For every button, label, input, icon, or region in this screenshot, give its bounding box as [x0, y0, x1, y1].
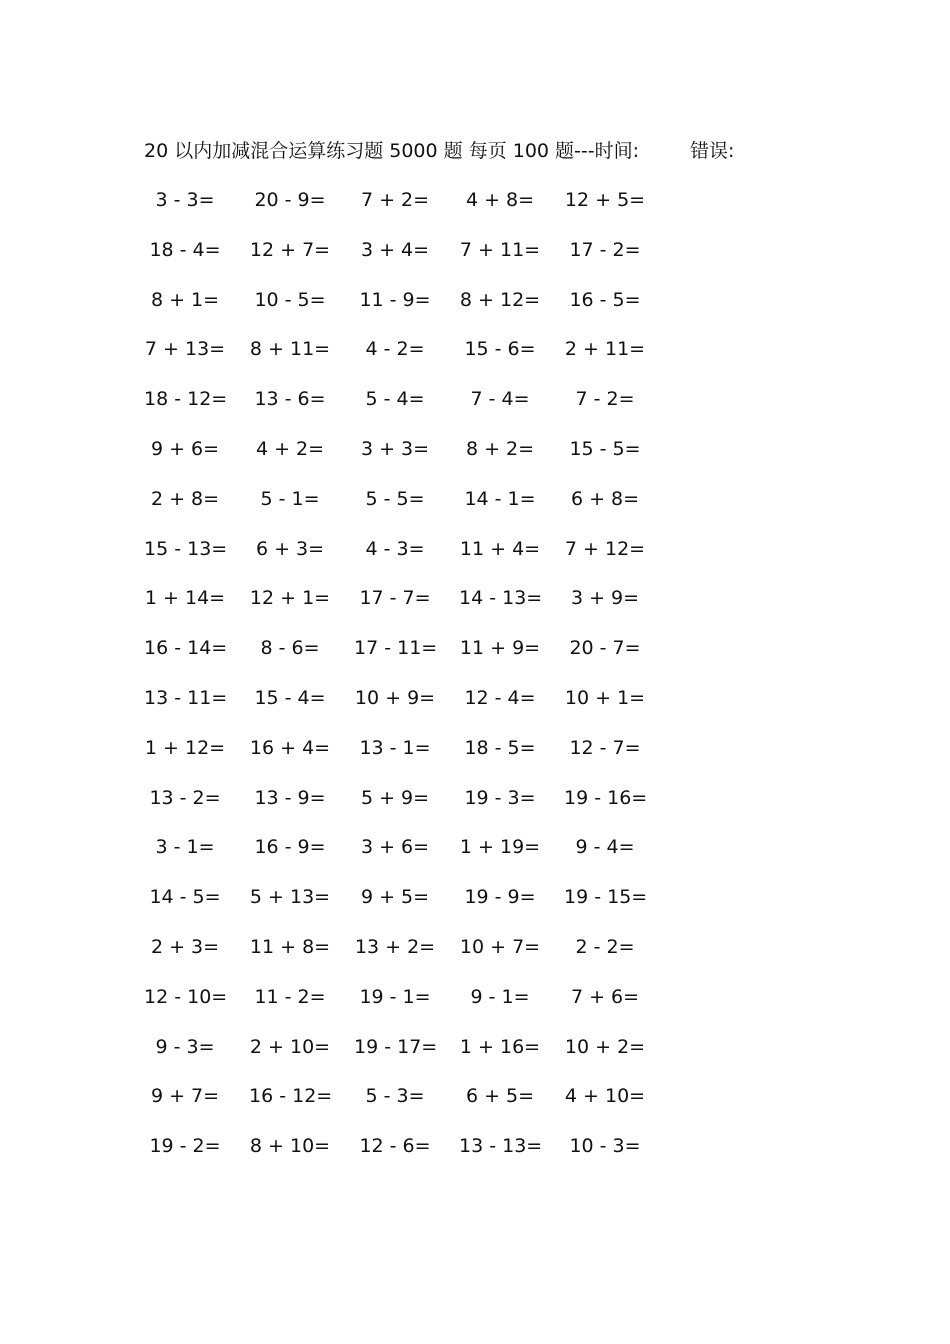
problem-cell: 13 - 9= — [254, 786, 326, 809]
problem-cell: 1 + 16= — [459, 1035, 541, 1058]
problem-cell: 11 + 9= — [459, 637, 541, 660]
problem-row — [144, 882, 664, 932]
problem-cell: 19 - 1= — [359, 985, 431, 1008]
problem-row — [144, 235, 664, 285]
problem-cell: 16 - 12= — [249, 1085, 333, 1108]
problem-cell: 16 - 14= — [144, 637, 228, 660]
problem-cell: 13 - 6= — [254, 388, 326, 411]
problem-grid — [144, 185, 664, 1181]
problem-cell: 14 - 1= — [464, 487, 536, 510]
problem-cell: 15 - 13= — [144, 537, 228, 560]
problem-cell: 5 - 1= — [260, 487, 320, 510]
problem-row — [144, 434, 664, 484]
problem-cell: 3 + 4= — [360, 238, 430, 261]
problem-cell: 2 + 8= — [150, 487, 220, 510]
problem-row — [144, 1081, 664, 1131]
problem-cell: 6 + 3= — [255, 537, 325, 560]
problem-cell: 7 + 2= — [360, 189, 430, 211]
problem-cell: 8 + 1= — [150, 288, 220, 311]
problem-cell: 7 - 2= — [575, 388, 635, 411]
problem-cell: 15 - 4= — [254, 686, 326, 709]
problem-cell: 17 - 7= — [359, 587, 431, 610]
problem-cell: 1 + 14= — [144, 587, 226, 610]
problem-row — [144, 1032, 664, 1082]
problem-cell: 5 - 4= — [365, 388, 425, 411]
problem-cell: 19 - 2= — [149, 1135, 221, 1158]
problem-cell: 6 + 5= — [465, 1085, 535, 1108]
problem-cell: 18 - 5= — [464, 736, 536, 759]
problem-cell: 8 - 6= — [260, 637, 320, 660]
problem-cell: 12 - 7= — [569, 736, 641, 759]
problem-cell: 13 - 2= — [149, 786, 221, 809]
problem-cell: 2 + 11= — [564, 338, 646, 361]
worksheet-title: 20 以内加减混合运算练习题 5000 题 每页 100 题---时间: — [144, 140, 640, 162]
problem-cell: 4 + 2= — [255, 437, 325, 460]
problem-cell: 11 - 2= — [254, 985, 326, 1008]
problem-row — [144, 484, 664, 534]
problem-cell: 19 - 3= — [464, 786, 536, 809]
problem-cell: 18 - 12= — [144, 388, 228, 411]
problem-cell: 2 + 10= — [249, 1035, 331, 1058]
problem-row — [144, 534, 664, 584]
problem-row — [144, 1131, 664, 1181]
problem-cell: 9 - 3= — [155, 1035, 215, 1058]
problem-cell: 20 - 9= — [254, 189, 326, 211]
problem-cell: 12 - 6= — [359, 1135, 431, 1158]
problem-cell: 9 + 6= — [150, 437, 220, 460]
problem-cell: 10 - 3= — [569, 1135, 641, 1158]
problem-cell: 9 + 7= — [150, 1085, 220, 1108]
problem-cell: 5 + 9= — [360, 786, 430, 809]
problem-cell: 19 - 9= — [464, 886, 536, 909]
problem-cell: 12 + 5= — [564, 189, 646, 211]
problem-cell: 13 - 1= — [359, 736, 431, 759]
problem-cell: 10 + 7= — [459, 935, 541, 958]
problem-cell: 10 - 5= — [254, 288, 326, 311]
problem-cell: 16 + 4= — [249, 736, 331, 759]
worksheet-header — [144, 136, 764, 166]
problem-row — [144, 783, 664, 833]
problem-cell: 10 + 1= — [564, 686, 646, 709]
problem-cell: 2 - 2= — [575, 935, 635, 958]
problem-row — [144, 733, 664, 783]
problem-cell: 15 - 5= — [569, 437, 641, 460]
problem-cell: 14 - 13= — [459, 587, 543, 610]
problem-cell: 11 - 9= — [359, 288, 431, 311]
problem-cell: 19 - 17= — [354, 1035, 438, 1058]
problem-cell: 18 - 4= — [149, 238, 221, 261]
problem-cell: 4 - 2= — [365, 338, 425, 361]
problem-cell: 20 - 7= — [569, 637, 641, 660]
problem-cell: 8 + 10= — [249, 1135, 331, 1158]
problem-cell: 4 + 10= — [564, 1085, 646, 1108]
error-label: 错误: — [690, 140, 735, 162]
problem-cell: 19 - 15= — [564, 886, 648, 909]
problem-row — [144, 185, 664, 235]
problem-cell: 8 + 12= — [459, 288, 541, 311]
problem-cell: 10 + 9= — [354, 686, 436, 709]
problem-cell: 17 - 11= — [354, 637, 438, 660]
problem-row — [144, 982, 664, 1032]
problem-cell: 7 + 13= — [144, 338, 226, 361]
problem-cell: 3 - 1= — [155, 836, 215, 859]
problem-row — [144, 285, 664, 335]
problem-cell: 3 - 3= — [155, 189, 215, 211]
problem-cell: 5 - 5= — [365, 487, 425, 510]
problem-cell: 12 - 4= — [464, 686, 536, 709]
problem-cell: 12 + 1= — [249, 587, 331, 610]
problem-cell: 16 - 9= — [254, 836, 326, 859]
problem-cell: 9 - 4= — [575, 836, 635, 859]
problem-row — [144, 832, 664, 882]
problem-cell: 8 + 2= — [465, 437, 535, 460]
problem-cell: 7 + 12= — [564, 537, 646, 560]
problem-cell: 5 - 3= — [365, 1085, 425, 1108]
problem-cell: 9 + 5= — [360, 886, 430, 909]
problem-cell: 6 + 8= — [570, 487, 640, 510]
problem-row — [144, 633, 664, 683]
problem-cell: 11 + 4= — [459, 537, 541, 560]
problem-cell: 10 + 2= — [564, 1035, 646, 1058]
problem-cell: 14 - 5= — [149, 886, 221, 909]
problem-cell: 7 - 4= — [470, 388, 530, 411]
problem-cell: 7 + 11= — [459, 238, 541, 261]
problem-cell: 3 + 3= — [360, 437, 430, 460]
problem-cell: 8 + 11= — [249, 338, 331, 361]
problem-row — [144, 683, 664, 733]
problem-cell: 13 + 2= — [354, 935, 436, 958]
problem-cell: 19 - 16= — [564, 786, 648, 809]
problem-cell: 15 - 6= — [464, 338, 536, 361]
problem-cell: 9 - 1= — [470, 985, 530, 1008]
problem-cell: 3 + 6= — [360, 836, 430, 859]
problem-row — [144, 583, 664, 633]
problem-cell: 13 - 13= — [459, 1135, 543, 1158]
problem-cell: 4 + 8= — [465, 189, 535, 211]
problem-cell: 12 - 10= — [144, 985, 228, 1008]
problem-row — [144, 334, 664, 384]
problem-row — [144, 932, 664, 982]
problem-cell: 11 + 8= — [249, 935, 331, 958]
problem-cell: 5 + 13= — [249, 886, 331, 909]
problem-cell: 1 + 19= — [459, 836, 541, 859]
problem-cell: 2 + 3= — [150, 935, 220, 958]
problem-cell: 4 - 3= — [365, 537, 425, 560]
problem-cell: 3 + 9= — [570, 587, 640, 610]
problem-cell: 13 - 11= — [144, 686, 228, 709]
problem-cell: 17 - 2= — [569, 238, 641, 261]
problem-cell: 12 + 7= — [249, 238, 331, 261]
problem-cell: 16 - 5= — [569, 288, 641, 311]
problem-cell: 1 + 12= — [144, 736, 226, 759]
problem-row — [144, 384, 664, 434]
problem-cell: 7 + 6= — [570, 985, 640, 1008]
